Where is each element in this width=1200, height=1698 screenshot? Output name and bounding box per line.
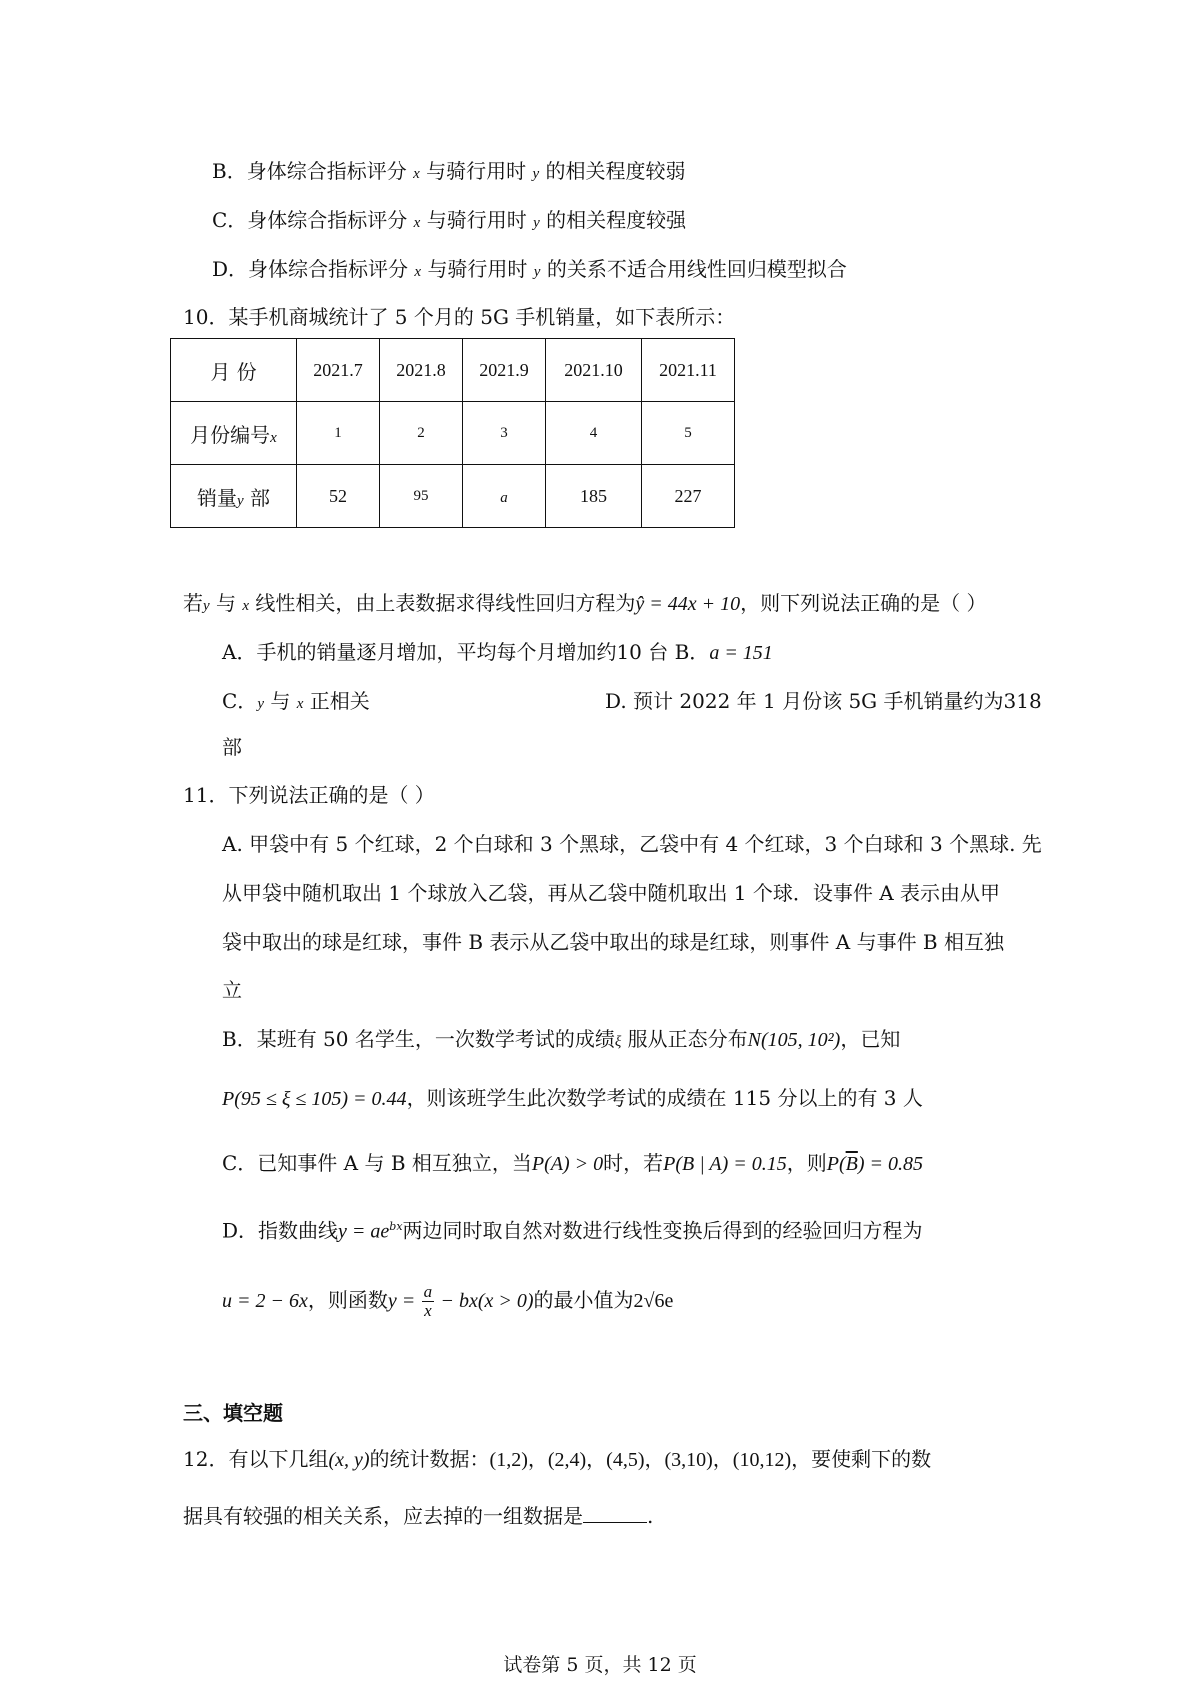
q12-line-2: 据具有较强的相关关系，应去掉的一组数据是 . [183,1504,654,1528]
sales-table [170,338,735,528]
q11-option-a-2: 从甲袋中随机取出 1 个球放入乙袋，再从乙袋中随机取出 1 个球．设事件 A 表示由从甲 [222,881,1001,905]
q10-stem: 10．某手机商城统计了 5 个月的 5G 手机销量，如下表所示： [183,305,736,329]
section-title: 三、填空题 [183,1401,283,1425]
table-header-cell: 月 份 [171,339,297,402]
q9-option-c: C．身体综合指标评分 x 与骑行用时 y 的相关程度较强 [212,208,687,232]
q10-option-d-cont: 部 [222,735,242,759]
table-cell: 2021.10 [546,339,642,402]
q10-option-d: D. 预计 2022 年 1 月份该 5G 手机销量约为318 [605,689,1042,713]
table-header-cell: 销量y 部 [171,465,297,528]
table-cell: 2021.8 [380,339,463,402]
table-cell: 2 [380,402,463,465]
q9-option-d: D．身体综合指标评分 x 与骑行用时 y 的关系不适合用线性回归模型拟合 [212,257,847,281]
table-row [171,465,735,528]
table-cell: 5 [642,402,735,465]
table-cell: 2021.9 [463,339,546,402]
table-cell: 95 [380,465,463,528]
table-cell: 185 [546,465,642,528]
q10-option-c: C．y 与 x 正相关 [222,689,370,713]
table-row [171,402,735,465]
table-header-cell: 月份编号x [171,402,297,465]
table-cell: 4 [546,402,642,465]
q12-line-1: 12．有以下几组(x, y)的统计数据：(1,2)，(2,4)，(4,5)，(3,10)，(10,12)，要使剩下的数 [183,1447,932,1471]
q11-option-a-1: A. 甲袋中有 5 个红球，2 个白球和 3 个黑球，乙袋中有 4 个红球，3 个白球和 3 个黑球. 先 [222,832,1042,856]
q11-option-d-1: D．指数曲线$y = ae^{bx}$两边同时取自然对数进行线性变换后得到的经验回归方程为 [222,1218,923,1243]
q11-option-b-1: B．某班有 50 名学生，一次数学考试的成绩ξ 服从正态分布N(105, 10²)，已知 [222,1027,901,1051]
table-row [171,339,735,402]
answer-blank[interactable] [583,1502,647,1523]
q11-stem: 11．下列说法正确的是（ ） [183,783,435,807]
fraction: $\frac{a}{x}$ [423,1282,433,1320]
q11-option-d-2: u = 2 − 6x，则函数y = $\frac{a}{x}$ − bx(x > 0)的最小值为2√6e [222,1282,674,1320]
q10-condition: 若y 与 x 线性相关，由上表数据求得线性回归方程为ŷ = 44x + 10，则下列说法正确的是（ ） [183,591,987,615]
q10-option-a: A．手机的销量逐月增加，平均每个月增加约10 台 B．a = 151 [222,640,773,664]
q11-option-b-2: P(95 ≤ ξ ≤ 105) = 0.44，则该班学生此次数学考试的成绩在 115 分以上的有 3 人 [222,1086,923,1110]
page-footer: 试卷第 5 页，共 12 页 [503,1654,697,1676]
table-cell: a [463,465,546,528]
table-cell: 2021.11 [642,339,735,402]
q11-option-a-4: 立 [222,978,242,1002]
regression-equation: ŷ = 44x + 10 [635,593,741,615]
q11-option-c: C．已知事件 A 与 B 相互独立，当P(A) > 0时，若P(B | A) = 0.15，则$P(\overline{B}) = 0.85$ [222,1151,923,1175]
q11-option-a-3: 袋中取出的球是红球，事件 B 表示从乙袋中取出的球是红球，则事件 A 与事件 B 相互独 [222,930,1004,954]
table-cell: 2021.7 [297,339,380,402]
table-cell: 52 [297,465,380,528]
table-cell: 227 [642,465,735,528]
q9-option-b: B．身体综合指标评分 x 与骑行用时 y 的相关程度较弱 [212,159,686,183]
table-cell: 1 [297,402,380,465]
table-cell: 3 [463,402,546,465]
